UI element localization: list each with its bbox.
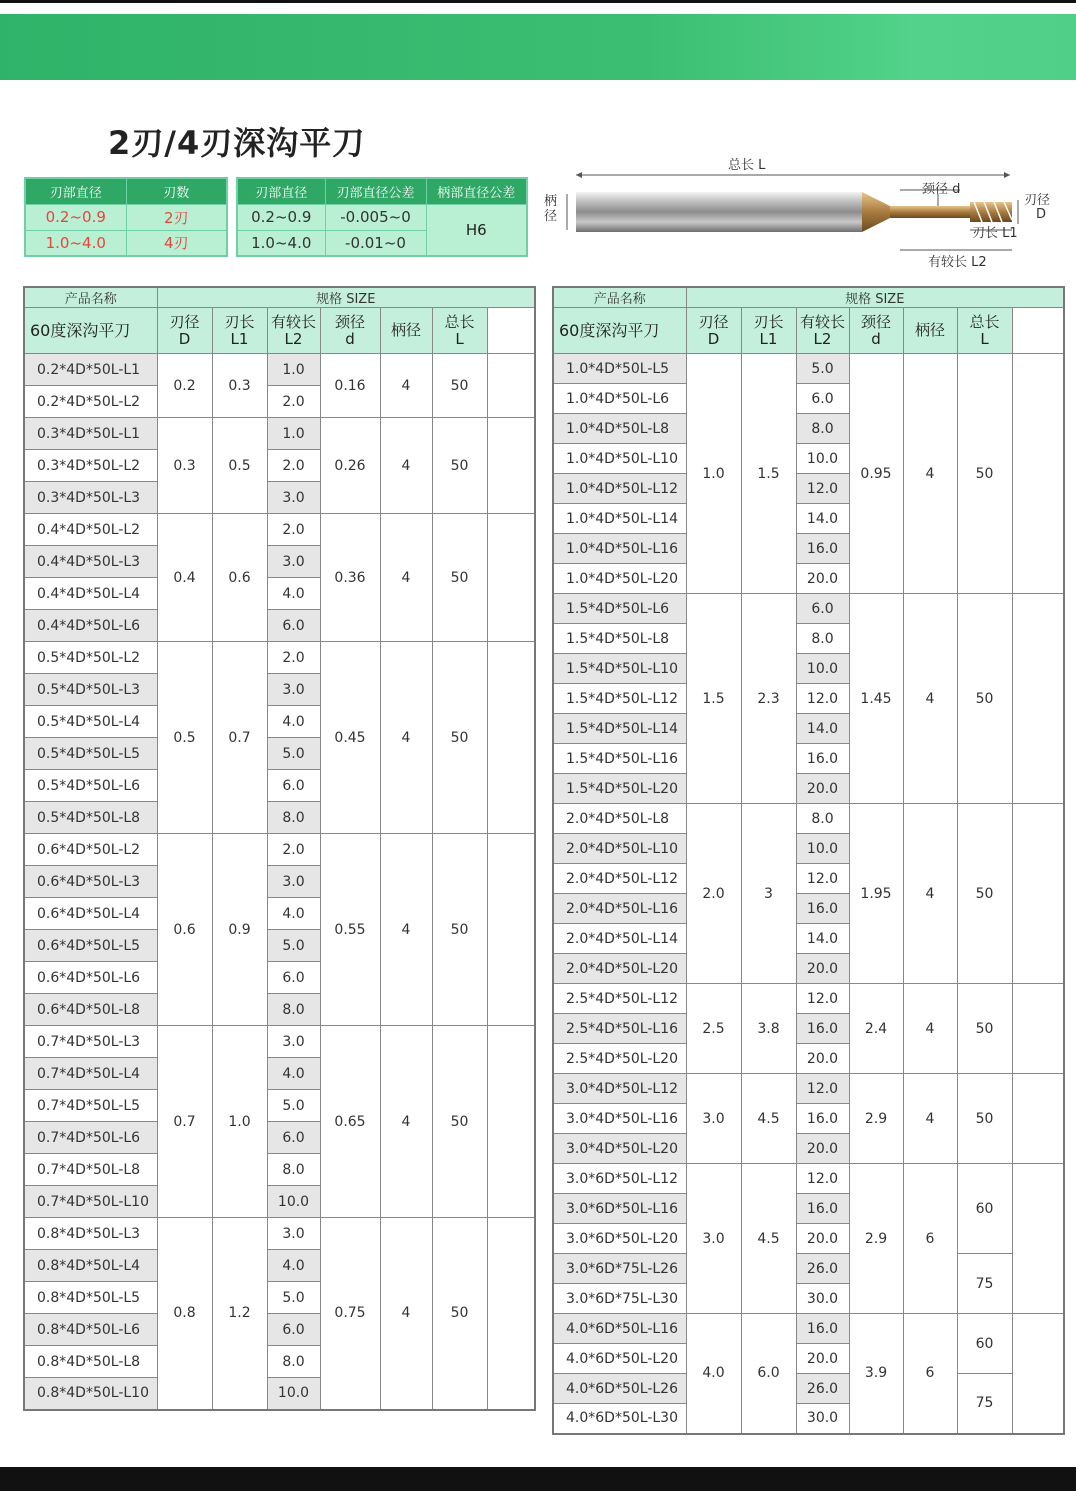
product-code: 0.4*4D*50L-L3 bbox=[24, 546, 157, 578]
blade-length: 1.5 bbox=[741, 354, 796, 594]
shank-diameter: 4 bbox=[903, 354, 957, 594]
product-code: 1.0*4D*50L-L20 bbox=[553, 564, 686, 594]
neck-diameter: 3.9 bbox=[849, 1314, 903, 1434]
product-code: 3.0*4D*50L-L16 bbox=[553, 1104, 686, 1134]
effective-length: 4.0 bbox=[267, 1250, 320, 1282]
total-length: 50 bbox=[432, 642, 487, 834]
effective-length: 10.0 bbox=[796, 654, 849, 684]
product-code: 0.6*4D*50L-L6 bbox=[24, 962, 157, 994]
effective-length: 10.0 bbox=[796, 444, 849, 474]
effective-length: 12.0 bbox=[796, 474, 849, 504]
effective-length: 3.0 bbox=[267, 482, 320, 514]
shank-diameter: 4 bbox=[380, 354, 432, 418]
effective-length: 8.0 bbox=[796, 804, 849, 834]
blade-dia-range: 0.2~0.9 bbox=[25, 204, 126, 230]
effective-length: 3.0 bbox=[267, 1026, 320, 1058]
product-code: 3.0*6D*50L-L16 bbox=[553, 1194, 686, 1224]
neck-diameter: 0.16 bbox=[320, 354, 380, 418]
blade-diameter-text: 刃径 bbox=[1024, 193, 1051, 208]
effective-length: 16.0 bbox=[796, 1314, 849, 1344]
product-code: 0.5*4D*50L-L3 bbox=[24, 674, 157, 706]
effective-length: 8.0 bbox=[267, 1154, 320, 1186]
effective-length: 6.0 bbox=[267, 1122, 320, 1154]
effective-length: 26.0 bbox=[796, 1254, 849, 1284]
total-length: 50 bbox=[432, 1218, 487, 1410]
shank-diameter: 4 bbox=[903, 1074, 957, 1164]
effective-length: 16.0 bbox=[796, 1104, 849, 1134]
product-code: 0.8*4D*50L-L6 bbox=[24, 1314, 157, 1346]
blank-cell bbox=[487, 834, 535, 1026]
product-code: 1.5*4D*50L-L20 bbox=[553, 774, 686, 804]
neck-diameter: 0.65 bbox=[320, 1026, 380, 1218]
effective-length: 4.0 bbox=[267, 578, 320, 610]
product-code: 1.5*4D*50L-L16 bbox=[553, 744, 686, 774]
top-border-line bbox=[0, 0, 1076, 3]
blade-dia-range: 1.0~4.0 bbox=[237, 230, 325, 256]
effective-length: 20.0 bbox=[796, 1134, 849, 1164]
neck-diameter: 0.26 bbox=[320, 418, 380, 514]
blade-length: 4.5 bbox=[741, 1164, 796, 1314]
blank-cell bbox=[1012, 1074, 1064, 1164]
header-col-D: 刃径 D bbox=[686, 308, 741, 354]
effective-length: 16.0 bbox=[796, 534, 849, 564]
effective-length: 2.0 bbox=[267, 514, 320, 546]
blade-length: 1.0 bbox=[212, 1026, 267, 1218]
table-row bbox=[24, 1026, 535, 1058]
product-code: 1.0*4D*50L-L14 bbox=[553, 504, 686, 534]
total-length-label: 总长 L bbox=[728, 158, 766, 173]
neck-diameter: 1.45 bbox=[849, 594, 903, 804]
blank-cell bbox=[1012, 984, 1064, 1074]
table-row bbox=[553, 804, 1064, 834]
product-code: 1.0*4D*50L-L12 bbox=[553, 474, 686, 504]
product-code: 0.2*4D*50L-L2 bbox=[24, 386, 157, 418]
shank-diameter: 4 bbox=[380, 1026, 432, 1218]
effective-length: 8.0 bbox=[796, 414, 849, 444]
table-row bbox=[24, 418, 535, 450]
product-code: 0.7*4D*50L-L6 bbox=[24, 1122, 157, 1154]
header-blade-tol: 刃部直径公差 bbox=[325, 178, 426, 204]
table-row bbox=[24, 1218, 535, 1250]
blade-diameter: 1.0 bbox=[686, 354, 741, 594]
shank-diameter-char1: 柄 bbox=[544, 194, 558, 209]
blank-cell bbox=[1012, 594, 1064, 804]
blade-diameter: 0.6 bbox=[157, 834, 212, 1026]
effective-length: 16.0 bbox=[796, 894, 849, 924]
product-code: 0.5*4D*50L-L6 bbox=[24, 770, 157, 802]
effective-length: 2.0 bbox=[267, 642, 320, 674]
blade-diameter: 0.8 bbox=[157, 1218, 212, 1410]
total-length: 50 bbox=[957, 984, 1012, 1074]
neck-diameter: 2.4 bbox=[849, 984, 903, 1074]
effective-length: 5.0 bbox=[267, 1282, 320, 1314]
blade-length: 0.3 bbox=[212, 354, 267, 418]
header-product-name: 产品名称 bbox=[553, 287, 686, 308]
product-code: 2.0*4D*50L-L16 bbox=[553, 894, 686, 924]
header-category: 60度深沟平刀 bbox=[24, 308, 157, 354]
blank-cell bbox=[487, 354, 535, 418]
total-length: 50 bbox=[957, 354, 1012, 594]
total-length: 75 bbox=[957, 1254, 1012, 1314]
neck-diameter: 1.95 bbox=[849, 804, 903, 984]
product-code: 0.6*4D*50L-L3 bbox=[24, 866, 157, 898]
blade-diameter: 0.4 bbox=[157, 514, 212, 642]
blade-diameter-label bbox=[1024, 194, 1050, 222]
blade-length: 2.3 bbox=[741, 594, 796, 804]
product-code: 1.0*4D*50L-L6 bbox=[553, 384, 686, 414]
product-code: 4.0*6D*50L-L26 bbox=[553, 1374, 686, 1404]
total-length: 50 bbox=[432, 1026, 487, 1218]
product-code: 3.0*4D*50L-L20 bbox=[553, 1134, 686, 1164]
blade-length: 4.5 bbox=[741, 1074, 796, 1164]
effective-length: 12.0 bbox=[796, 1164, 849, 1194]
shank-diameter-char2: 径 bbox=[544, 209, 558, 224]
effective-length: 12.0 bbox=[796, 1074, 849, 1104]
effective-length: 26.0 bbox=[796, 1374, 849, 1404]
effective-length: 5.0 bbox=[267, 930, 320, 962]
blade-diameter: 0.7 bbox=[157, 1026, 212, 1218]
effective-length: 12.0 bbox=[796, 984, 849, 1014]
total-length: 50 bbox=[957, 1074, 1012, 1164]
effective-length: 5.0 bbox=[796, 354, 849, 384]
total-length: 50 bbox=[957, 804, 1012, 984]
product-code: 0.6*4D*50L-L8 bbox=[24, 994, 157, 1026]
blade-diameter: 4.0 bbox=[686, 1314, 741, 1434]
total-length: 50 bbox=[432, 354, 487, 418]
effective-length: 12.0 bbox=[796, 864, 849, 894]
blade-dia-tolerance: -0.005~0 bbox=[325, 204, 426, 230]
product-code: 0.8*4D*50L-L8 bbox=[24, 1346, 157, 1378]
product-code: 0.4*4D*50L-L2 bbox=[24, 514, 157, 546]
neck-diameter: 0.55 bbox=[320, 834, 380, 1026]
shank-diameter: 4 bbox=[380, 514, 432, 642]
effective-length: 16.0 bbox=[796, 744, 849, 774]
blade-length: 6.0 bbox=[741, 1314, 796, 1434]
spec-table-left bbox=[23, 286, 536, 1411]
product-code: 2.5*4D*50L-L12 bbox=[553, 984, 686, 1014]
header-col-shank: 柄径 bbox=[380, 308, 432, 354]
product-code: 0.8*4D*50L-L10 bbox=[24, 1378, 157, 1410]
effective-length: 6.0 bbox=[796, 384, 849, 414]
product-code: 0.8*4D*50L-L4 bbox=[24, 1250, 157, 1282]
product-code: 0.4*4D*50L-L4 bbox=[24, 578, 157, 610]
effective-length: 10.0 bbox=[267, 1378, 320, 1410]
shank-diameter: 4 bbox=[903, 804, 957, 984]
effective-length: 20.0 bbox=[796, 564, 849, 594]
effective-length: 5.0 bbox=[267, 738, 320, 770]
blade-dia-range: 1.0~4.0 bbox=[25, 230, 126, 256]
product-code: 0.5*4D*50L-L5 bbox=[24, 738, 157, 770]
header-col-L1: 刃长 L1 bbox=[741, 308, 796, 354]
blank-cell bbox=[1012, 1164, 1064, 1314]
effective-length: 20.0 bbox=[796, 1344, 849, 1374]
shank-diameter: 6 bbox=[903, 1164, 957, 1314]
product-code: 0.7*4D*50L-L8 bbox=[24, 1154, 157, 1186]
header-col-blank bbox=[487, 308, 535, 354]
effective-length: 1.0 bbox=[267, 354, 320, 386]
effective-length: 30.0 bbox=[796, 1404, 849, 1434]
product-code: 1.5*4D*50L-L10 bbox=[553, 654, 686, 684]
product-code: 0.7*4D*50L-L4 bbox=[24, 1058, 157, 1090]
table-row bbox=[553, 1164, 1064, 1194]
product-code: 1.0*4D*50L-L16 bbox=[553, 534, 686, 564]
product-code: 0.5*4D*50L-L4 bbox=[24, 706, 157, 738]
product-code: 2.0*4D*50L-L20 bbox=[553, 954, 686, 984]
neck-diameter: 0.45 bbox=[320, 642, 380, 834]
effective-length-label: 有较长 L2 bbox=[928, 255, 987, 270]
blade-diameter: 3.0 bbox=[686, 1074, 741, 1164]
header-banner bbox=[0, 14, 1076, 80]
effective-length: 3.0 bbox=[267, 674, 320, 706]
blank-cell bbox=[1012, 1314, 1064, 1434]
product-code: 1.5*4D*50L-L6 bbox=[553, 594, 686, 624]
table-row bbox=[553, 594, 1064, 624]
blade-diameter: 0.2 bbox=[157, 354, 212, 418]
effective-length: 8.0 bbox=[267, 802, 320, 834]
blade-dia-range: 0.2~0.9 bbox=[237, 204, 325, 230]
shank-diameter: 4 bbox=[380, 418, 432, 514]
neck-diameter: 0.36 bbox=[320, 514, 380, 642]
effective-length: 20.0 bbox=[796, 774, 849, 804]
effective-length: 3.0 bbox=[267, 866, 320, 898]
shank-diameter: 4 bbox=[903, 594, 957, 804]
header-col-shank: 柄径 bbox=[903, 308, 957, 354]
effective-length: 4.0 bbox=[267, 898, 320, 930]
blade-diameter: 3.0 bbox=[686, 1164, 741, 1314]
total-length: 60 bbox=[957, 1164, 1012, 1254]
product-code: 2.0*4D*50L-L10 bbox=[553, 834, 686, 864]
product-code: 0.6*4D*50L-L4 bbox=[24, 898, 157, 930]
effective-length: 8.0 bbox=[267, 1346, 320, 1378]
effective-length: 8.0 bbox=[796, 624, 849, 654]
product-code: 4.0*6D*50L-L20 bbox=[553, 1344, 686, 1374]
blank-cell bbox=[487, 642, 535, 834]
neck-diameter: 2.9 bbox=[849, 1164, 903, 1314]
header-size: 规格 SIZE bbox=[686, 287, 1064, 308]
total-length: 50 bbox=[432, 418, 487, 514]
table-row bbox=[24, 354, 535, 386]
product-code: 0.7*4D*50L-L10 bbox=[24, 1186, 157, 1218]
blade-length-label: 刃长 L1 bbox=[972, 226, 1018, 241]
table-row bbox=[553, 1314, 1064, 1344]
flute-count: 4刃 bbox=[126, 230, 227, 256]
table-row bbox=[553, 984, 1064, 1014]
shank-tolerance: H6 bbox=[426, 204, 527, 256]
effective-length: 6.0 bbox=[267, 1314, 320, 1346]
header-col-d: 颈径 d bbox=[320, 308, 380, 354]
effective-length: 10.0 bbox=[796, 834, 849, 864]
product-code: 1.0*4D*50L-L10 bbox=[553, 444, 686, 474]
blade-length: 0.9 bbox=[212, 834, 267, 1026]
effective-length: 14.0 bbox=[796, 504, 849, 534]
header-flute-count: 刃数 bbox=[126, 178, 227, 204]
effective-length: 30.0 bbox=[796, 1284, 849, 1314]
table-row bbox=[24, 642, 535, 674]
table-row bbox=[553, 1374, 1064, 1404]
shank-diameter: 4 bbox=[380, 834, 432, 1026]
effective-length: 20.0 bbox=[796, 954, 849, 984]
product-code: 3.0*6D*50L-L12 bbox=[553, 1164, 686, 1194]
blank-cell bbox=[487, 1218, 535, 1410]
shank-diameter: 4 bbox=[903, 984, 957, 1074]
product-code: 0.3*4D*50L-L3 bbox=[24, 482, 157, 514]
header-shank-tol: 柄部直径公差 bbox=[426, 178, 527, 204]
total-length: 50 bbox=[432, 834, 487, 1026]
effective-length: 2.0 bbox=[267, 386, 320, 418]
effective-length: 6.0 bbox=[267, 610, 320, 642]
header-blade-dia: 刃部直径 bbox=[237, 178, 325, 204]
effective-length: 6.0 bbox=[796, 594, 849, 624]
effective-length: 4.0 bbox=[267, 706, 320, 738]
product-code: 3.0*6D*75L-L26 bbox=[553, 1254, 686, 1284]
product-code: 1.0*4D*50L-L5 bbox=[553, 354, 686, 384]
product-code: 0.6*4D*50L-L2 bbox=[24, 834, 157, 866]
blade-diameter: 0.5 bbox=[157, 642, 212, 834]
effective-length: 2.0 bbox=[267, 834, 320, 866]
blade-diameter: 0.3 bbox=[157, 418, 212, 514]
shank-diameter: 4 bbox=[380, 1218, 432, 1410]
header-blade-dia: 刃部直径 bbox=[25, 178, 126, 204]
effective-length: 14.0 bbox=[796, 924, 849, 954]
table-row bbox=[553, 1254, 1064, 1284]
product-code: 0.3*4D*50L-L1 bbox=[24, 418, 157, 450]
effective-length: 3.0 bbox=[267, 1218, 320, 1250]
header-col-L2: 有较长 L2 bbox=[796, 308, 849, 354]
product-code: 0.2*4D*50L-L1 bbox=[24, 354, 157, 386]
product-code: 0.3*4D*50L-L2 bbox=[24, 450, 157, 482]
product-code: 3.0*6D*50L-L20 bbox=[553, 1224, 686, 1254]
shank-diameter-label bbox=[544, 194, 557, 224]
effective-length: 16.0 bbox=[796, 1194, 849, 1224]
table-row bbox=[553, 1074, 1064, 1104]
product-code: 3.0*4D*50L-L12 bbox=[553, 1074, 686, 1104]
blade-length: 3 bbox=[741, 804, 796, 984]
blank-cell bbox=[487, 418, 535, 514]
blade-length: 0.7 bbox=[212, 642, 267, 834]
header-col-L1: 刃长 L1 bbox=[212, 308, 267, 354]
blade-diameter: 1.5 bbox=[686, 594, 741, 804]
blade-diameter: 2.5 bbox=[686, 984, 741, 1074]
product-code: 0.5*4D*50L-L8 bbox=[24, 802, 157, 834]
effective-length: 16.0 bbox=[796, 1014, 849, 1044]
blade-length: 0.6 bbox=[212, 514, 267, 642]
blade-diameter: 2.0 bbox=[686, 804, 741, 984]
effective-length: 14.0 bbox=[796, 714, 849, 744]
effective-length: 20.0 bbox=[796, 1224, 849, 1254]
product-code: 0.8*4D*50L-L5 bbox=[24, 1282, 157, 1314]
product-code: 0.6*4D*50L-L5 bbox=[24, 930, 157, 962]
blade-count-table bbox=[24, 177, 228, 257]
effective-length: 3.0 bbox=[267, 546, 320, 578]
table-row bbox=[24, 514, 535, 546]
product-code: 4.0*6D*50L-L30 bbox=[553, 1404, 686, 1434]
effective-length: 5.0 bbox=[267, 1090, 320, 1122]
effective-length: 2.0 bbox=[267, 450, 320, 482]
header-size: 规格 SIZE bbox=[157, 287, 535, 308]
product-code: 2.5*4D*50L-L20 bbox=[553, 1044, 686, 1074]
blank-cell bbox=[1012, 354, 1064, 594]
effective-length: 12.0 bbox=[796, 684, 849, 714]
total-length: 50 bbox=[432, 514, 487, 642]
blank-cell bbox=[487, 514, 535, 642]
product-code: 2.0*4D*50L-L8 bbox=[553, 804, 686, 834]
blank-cell bbox=[487, 1026, 535, 1218]
neck-diameter: 2.9 bbox=[849, 1074, 903, 1164]
shank-diameter: 6 bbox=[903, 1314, 957, 1434]
product-code: 2.5*4D*50L-L16 bbox=[553, 1014, 686, 1044]
blade-diameter-symbol: D bbox=[1036, 207, 1047, 222]
total-length: 75 bbox=[957, 1374, 1012, 1434]
product-code: 1.5*4D*50L-L14 bbox=[553, 714, 686, 744]
blank-cell bbox=[1012, 804, 1064, 984]
shank-diameter: 4 bbox=[380, 642, 432, 834]
header-col-L: 总长 L bbox=[957, 308, 1012, 354]
product-code: 0.7*4D*50L-L5 bbox=[24, 1090, 157, 1122]
total-length: 60 bbox=[957, 1314, 1012, 1374]
product-code: 1.5*4D*50L-L8 bbox=[553, 624, 686, 654]
effective-length: 20.0 bbox=[796, 1044, 849, 1074]
blade-length: 1.2 bbox=[212, 1218, 267, 1410]
table-row bbox=[553, 354, 1064, 384]
effective-length: 1.0 bbox=[267, 418, 320, 450]
effective-length: 8.0 bbox=[267, 994, 320, 1026]
effective-length: 4.0 bbox=[267, 1058, 320, 1090]
total-length: 50 bbox=[957, 594, 1012, 804]
blade-dia-tolerance: -0.01~0 bbox=[325, 230, 426, 256]
table-row bbox=[24, 834, 535, 866]
product-code: 4.0*6D*50L-L16 bbox=[553, 1314, 686, 1344]
product-code: 1.5*4D*50L-L12 bbox=[553, 684, 686, 714]
neck-diameter-label: 颈径 d bbox=[922, 182, 961, 197]
product-code: 0.8*4D*50L-L3 bbox=[24, 1218, 157, 1250]
effective-length: 10.0 bbox=[267, 1186, 320, 1218]
product-code: 2.0*4D*50L-L14 bbox=[553, 924, 686, 954]
shank-shape bbox=[576, 192, 862, 232]
header-col-d: 颈径 d bbox=[849, 308, 903, 354]
header-product-name: 产品名称 bbox=[24, 287, 157, 308]
tool-diagram bbox=[540, 150, 1060, 275]
neck-diameter: 0.75 bbox=[320, 1218, 380, 1410]
tolerance-table bbox=[236, 177, 528, 257]
header-col-blank bbox=[1012, 308, 1064, 354]
effective-length: 6.0 bbox=[267, 962, 320, 994]
spec-table-right bbox=[552, 286, 1065, 1435]
product-code: 0.4*4D*50L-L6 bbox=[24, 610, 157, 642]
bottom-border-bar bbox=[0, 1467, 1076, 1491]
header-col-L2: 有较长 L2 bbox=[267, 308, 320, 354]
product-code: 1.0*4D*50L-L8 bbox=[553, 414, 686, 444]
product-code: 0.7*4D*50L-L3 bbox=[24, 1026, 157, 1058]
blade-length: 3.8 bbox=[741, 984, 796, 1074]
header-category: 60度深沟平刀 bbox=[553, 308, 686, 354]
page-title: 2刃/4刃深沟平刀 bbox=[108, 124, 366, 162]
effective-length: 6.0 bbox=[267, 770, 320, 802]
flute-count: 2刃 bbox=[126, 204, 227, 230]
product-code: 2.0*4D*50L-L12 bbox=[553, 864, 686, 894]
product-code: 3.0*6D*75L-L30 bbox=[553, 1284, 686, 1314]
product-code: 0.5*4D*50L-L2 bbox=[24, 642, 157, 674]
neck-diameter: 0.95 bbox=[849, 354, 903, 594]
blade-length: 0.5 bbox=[212, 418, 267, 514]
header-col-L: 总长 L bbox=[432, 308, 487, 354]
header-col-D: 刃径 D bbox=[157, 308, 212, 354]
